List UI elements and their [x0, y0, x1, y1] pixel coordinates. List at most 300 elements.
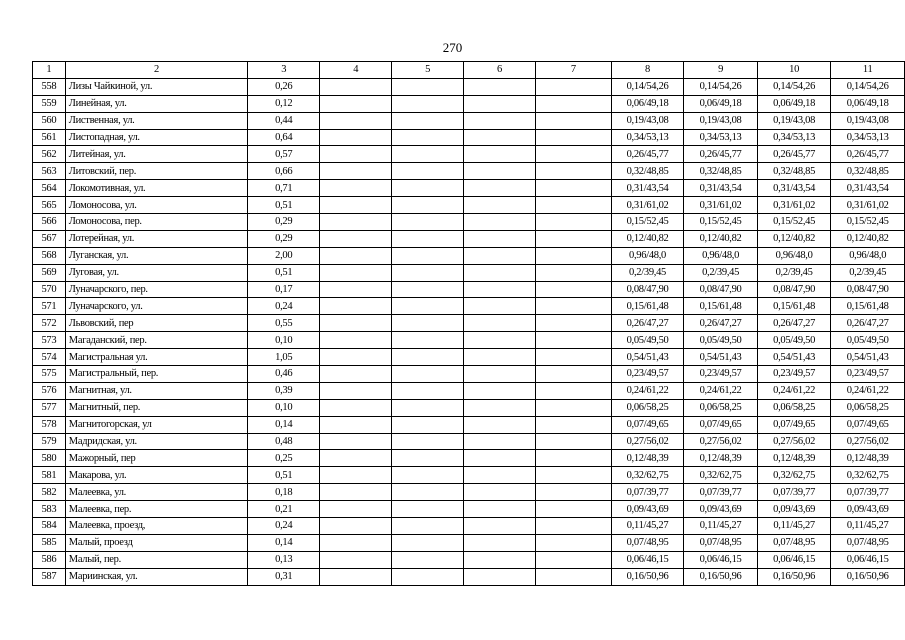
- col-7-value-cell: [535, 568, 611, 585]
- col-8-value-cell: 0,16/50,96: [611, 568, 684, 585]
- col-11-value-cell: 0,32/48,85: [831, 163, 905, 180]
- col-4-value-cell: [320, 332, 392, 349]
- col-7-value-cell: [535, 78, 611, 95]
- col-10-value-cell: 0,54/51,43: [757, 349, 831, 366]
- table-row: [33, 315, 905, 332]
- col-10-value-cell: 0,09/43,69: [757, 501, 831, 518]
- col-9-value-cell: 0,14/54,26: [684, 78, 758, 95]
- col-10-value-cell: 0,16/50,96: [757, 568, 831, 585]
- col-11-value-cell: 0,2/39,45: [831, 264, 905, 281]
- col-9-value-cell: 0,26/47,27: [684, 315, 758, 332]
- table-row: [33, 247, 905, 264]
- col-10-value-cell: 0,19/43,08: [757, 112, 831, 129]
- table-row: [33, 214, 905, 231]
- col-5-value-cell: [392, 78, 464, 95]
- street-name-cell: Малеевка, пер.: [65, 501, 247, 518]
- column-header-11: 11: [831, 62, 905, 79]
- col-11-value-cell: 0,08/47,90: [831, 281, 905, 298]
- col-6-value-cell: [464, 484, 536, 501]
- length-value-cell: 0,29: [248, 230, 320, 247]
- street-name-cell: Магистральный, пер.: [65, 366, 247, 383]
- col-10-value-cell: 0,05/49,50: [757, 332, 831, 349]
- col-5-value-cell: [392, 163, 464, 180]
- col-9-value-cell: 0,31/43,54: [684, 180, 758, 197]
- col-4-value-cell: [320, 298, 392, 315]
- col-4-value-cell: [320, 399, 392, 416]
- table-row: [33, 382, 905, 399]
- col-9-value-cell: 0,12/40,82: [684, 230, 758, 247]
- length-value-cell: 1,05: [248, 349, 320, 366]
- column-header-9: 9: [684, 62, 758, 79]
- col-7-value-cell: [535, 163, 611, 180]
- col-5-value-cell: [392, 129, 464, 146]
- col-4-value-cell: [320, 214, 392, 231]
- col-9-value-cell: 0,32/62,75: [684, 467, 758, 484]
- row-number-cell: 559: [33, 95, 66, 112]
- col-11-value-cell: 0,54/51,43: [831, 349, 905, 366]
- col-11-value-cell: 0,07/39,77: [831, 484, 905, 501]
- col-7-value-cell: [535, 551, 611, 568]
- col-6-value-cell: [464, 366, 536, 383]
- col-11-value-cell: 0,12/40,82: [831, 230, 905, 247]
- column-header-3: 3: [248, 62, 320, 79]
- col-7-value-cell: [535, 332, 611, 349]
- street-name-cell: Малый, пер.: [65, 551, 247, 568]
- length-value-cell: 0,66: [248, 163, 320, 180]
- col-6-value-cell: [464, 214, 536, 231]
- table-row: [33, 518, 905, 535]
- length-value-cell: 0,44: [248, 112, 320, 129]
- col-4-value-cell: [320, 349, 392, 366]
- col-11-value-cell: 0,16/50,96: [831, 568, 905, 585]
- length-value-cell: 0,64: [248, 129, 320, 146]
- col-4-value-cell: [320, 518, 392, 535]
- col-9-value-cell: 0,08/47,90: [684, 281, 758, 298]
- col-6-value-cell: [464, 349, 536, 366]
- col-4-value-cell: [320, 146, 392, 163]
- col-11-value-cell: 0,06/49,18: [831, 95, 905, 112]
- row-number-cell: 576: [33, 382, 66, 399]
- street-name-cell: Листопадная, ул.: [65, 129, 247, 146]
- table-row: [33, 349, 905, 366]
- street-name-cell: Мажорный, пер: [65, 450, 247, 467]
- col-6-value-cell: [464, 95, 536, 112]
- col-6-value-cell: [464, 467, 536, 484]
- col-9-value-cell: 0,09/43,69: [684, 501, 758, 518]
- col-4-value-cell: [320, 281, 392, 298]
- col-9-value-cell: 0,15/61,48: [684, 298, 758, 315]
- col-7-value-cell: [535, 433, 611, 450]
- col-10-value-cell: 0,23/49,57: [757, 366, 831, 383]
- col-6-value-cell: [464, 332, 536, 349]
- row-number-cell: 566: [33, 214, 66, 231]
- table-row: [33, 146, 905, 163]
- row-number-cell: 563: [33, 163, 66, 180]
- col-4-value-cell: [320, 484, 392, 501]
- col-6-value-cell: [464, 501, 536, 518]
- col-9-value-cell: 0,2/39,45: [684, 264, 758, 281]
- row-number-cell: 581: [33, 467, 66, 484]
- column-header-10: 10: [757, 62, 831, 79]
- col-5-value-cell: [392, 197, 464, 214]
- col-9-value-cell: 0,34/53,13: [684, 129, 758, 146]
- column-header-1: 1: [33, 62, 66, 79]
- table-row: [33, 129, 905, 146]
- length-value-cell: 0,12: [248, 95, 320, 112]
- col-11-value-cell: 0,23/49,57: [831, 366, 905, 383]
- row-number-cell: 570: [33, 281, 66, 298]
- col-9-value-cell: 0,12/48,39: [684, 450, 758, 467]
- col-7-value-cell: [535, 315, 611, 332]
- col-7-value-cell: [535, 214, 611, 231]
- street-name-cell: Лотерейная, ул.: [65, 230, 247, 247]
- column-header-8: 8: [611, 62, 684, 79]
- col-6-value-cell: [464, 534, 536, 551]
- col-7-value-cell: [535, 534, 611, 551]
- col-10-value-cell: 0,96/48,0: [757, 247, 831, 264]
- col-6-value-cell: [464, 230, 536, 247]
- col-4-value-cell: [320, 78, 392, 95]
- length-value-cell: 0,57: [248, 146, 320, 163]
- col-11-value-cell: 0,96/48,0: [831, 247, 905, 264]
- col-6-value-cell: [464, 450, 536, 467]
- col-5-value-cell: [392, 95, 464, 112]
- col-7-value-cell: [535, 349, 611, 366]
- row-number-cell: 565: [33, 197, 66, 214]
- col-5-value-cell: [392, 247, 464, 264]
- col-5-value-cell: [392, 349, 464, 366]
- table-row: [33, 450, 905, 467]
- col-11-value-cell: 0,27/56,02: [831, 433, 905, 450]
- length-value-cell: 0,51: [248, 264, 320, 281]
- length-value-cell: 0,21: [248, 501, 320, 518]
- col-9-value-cell: 0,96/48,0: [684, 247, 758, 264]
- col-4-value-cell: [320, 382, 392, 399]
- col-5-value-cell: [392, 551, 464, 568]
- street-name-cell: Магистральная ул.: [65, 349, 247, 366]
- col-8-value-cell: 0,23/49,57: [611, 366, 684, 383]
- street-name-cell: Мариинская, ул.: [65, 568, 247, 585]
- col-4-value-cell: [320, 315, 392, 332]
- street-name-cell: Магнитная, ул.: [65, 382, 247, 399]
- col-5-value-cell: [392, 281, 464, 298]
- col-4-value-cell: [320, 129, 392, 146]
- col-6-value-cell: [464, 247, 536, 264]
- street-name-cell: Линейная, ул.: [65, 95, 247, 112]
- row-number-cell: 580: [33, 450, 66, 467]
- length-value-cell: 0,55: [248, 315, 320, 332]
- length-value-cell: 0,71: [248, 180, 320, 197]
- street-name-cell: Мадридская, ул.: [65, 433, 247, 450]
- col-6-value-cell: [464, 112, 536, 129]
- table-row: [33, 112, 905, 129]
- col-6-value-cell: [464, 78, 536, 95]
- street-name-cell: Ломоносова, пер.: [65, 214, 247, 231]
- length-value-cell: 0,29: [248, 214, 320, 231]
- col-11-value-cell: 0,14/54,26: [831, 78, 905, 95]
- col-11-value-cell: 0,06/46,15: [831, 551, 905, 568]
- row-number-cell: 573: [33, 332, 66, 349]
- col-6-value-cell: [464, 264, 536, 281]
- col-4-value-cell: [320, 230, 392, 247]
- col-8-value-cell: 0,15/61,48: [611, 298, 684, 315]
- length-value-cell: 0,51: [248, 197, 320, 214]
- col-8-value-cell: 0,34/53,13: [611, 129, 684, 146]
- street-name-cell: Ломоносова, ул.: [65, 197, 247, 214]
- col-7-value-cell: [535, 450, 611, 467]
- col-4-value-cell: [320, 416, 392, 433]
- col-8-value-cell: 0,96/48,0: [611, 247, 684, 264]
- col-9-value-cell: 0,24/61,22: [684, 382, 758, 399]
- row-number-cell: 586: [33, 551, 66, 568]
- col-10-value-cell: 0,06/58,25: [757, 399, 831, 416]
- length-value-cell: 0,24: [248, 518, 320, 535]
- col-10-value-cell: 0,12/40,82: [757, 230, 831, 247]
- data-table: [32, 61, 905, 586]
- col-10-value-cell: 0,26/47,27: [757, 315, 831, 332]
- length-value-cell: 2,00: [248, 247, 320, 264]
- col-5-value-cell: [392, 214, 464, 231]
- column-header-7: 7: [535, 62, 611, 79]
- col-8-value-cell: 0,26/45,77: [611, 146, 684, 163]
- table-row: [33, 484, 905, 501]
- col-11-value-cell: 0,32/62,75: [831, 467, 905, 484]
- col-8-value-cell: 0,31/61,02: [611, 197, 684, 214]
- col-5-value-cell: [392, 146, 464, 163]
- length-value-cell: 0,24: [248, 298, 320, 315]
- table-row: [33, 467, 905, 484]
- col-10-value-cell: 0,14/54,26: [757, 78, 831, 95]
- col-9-value-cell: 0,06/46,15: [684, 551, 758, 568]
- street-name-cell: Макарова, ул.: [65, 467, 247, 484]
- table-row: [33, 551, 905, 568]
- col-9-value-cell: 0,06/58,25: [684, 399, 758, 416]
- col-6-value-cell: [464, 518, 536, 535]
- col-10-value-cell: 0,24/61,22: [757, 382, 831, 399]
- col-10-value-cell: 0,15/61,48: [757, 298, 831, 315]
- col-11-value-cell: 0,26/47,27: [831, 315, 905, 332]
- length-value-cell: 0,17: [248, 281, 320, 298]
- col-6-value-cell: [464, 146, 536, 163]
- table-row: [33, 399, 905, 416]
- col-7-value-cell: [535, 399, 611, 416]
- col-4-value-cell: [320, 433, 392, 450]
- col-10-value-cell: 0,12/48,39: [757, 450, 831, 467]
- col-10-value-cell: 0,32/62,75: [757, 467, 831, 484]
- row-number-cell: 585: [33, 534, 66, 551]
- row-number-cell: 572: [33, 315, 66, 332]
- col-9-value-cell: 0,11/45,27: [684, 518, 758, 535]
- street-name-cell: Локомотивная, ул.: [65, 180, 247, 197]
- col-5-value-cell: [392, 366, 464, 383]
- col-7-value-cell: [535, 180, 611, 197]
- street-name-cell: Луначарского, пер.: [65, 281, 247, 298]
- col-11-value-cell: 0,07/49,65: [831, 416, 905, 433]
- col-9-value-cell: 0,07/39,77: [684, 484, 758, 501]
- street-name-cell: Луначарского, ул.: [65, 298, 247, 315]
- col-5-value-cell: [392, 298, 464, 315]
- row-number-cell: 574: [33, 349, 66, 366]
- col-6-value-cell: [464, 315, 536, 332]
- table-row: [33, 180, 905, 197]
- col-10-value-cell: 0,34/53,13: [757, 129, 831, 146]
- col-10-value-cell: 0,15/52,45: [757, 214, 831, 231]
- street-name-cell: Луговая, ул.: [65, 264, 247, 281]
- col-9-value-cell: 0,15/52,45: [684, 214, 758, 231]
- table-row: [33, 163, 905, 180]
- col-10-value-cell: 0,31/61,02: [757, 197, 831, 214]
- col-5-value-cell: [392, 501, 464, 518]
- col-5-value-cell: [392, 518, 464, 535]
- col-7-value-cell: [535, 467, 611, 484]
- row-number-cell: 568: [33, 247, 66, 264]
- col-8-value-cell: 0,2/39,45: [611, 264, 684, 281]
- col-7-value-cell: [535, 264, 611, 281]
- table-row: [33, 366, 905, 383]
- col-10-value-cell: 0,11/45,27: [757, 518, 831, 535]
- street-name-cell: Литовский, пер.: [65, 163, 247, 180]
- col-9-value-cell: 0,27/56,02: [684, 433, 758, 450]
- row-number-cell: 562: [33, 146, 66, 163]
- col-5-value-cell: [392, 534, 464, 551]
- col-8-value-cell: 0,05/49,50: [611, 332, 684, 349]
- length-value-cell: 0,26: [248, 78, 320, 95]
- col-5-value-cell: [392, 568, 464, 585]
- col-4-value-cell: [320, 467, 392, 484]
- col-5-value-cell: [392, 467, 464, 484]
- col-5-value-cell: [392, 180, 464, 197]
- col-6-value-cell: [464, 298, 536, 315]
- col-9-value-cell: 0,06/49,18: [684, 95, 758, 112]
- col-9-value-cell: 0,54/51,43: [684, 349, 758, 366]
- table-row: [33, 332, 905, 349]
- length-value-cell: 0,10: [248, 332, 320, 349]
- page-number: 270: [442, 40, 463, 55]
- length-value-cell: 0,14: [248, 534, 320, 551]
- col-5-value-cell: [392, 264, 464, 281]
- col-5-value-cell: [392, 382, 464, 399]
- col-8-value-cell: 0,11/45,27: [611, 518, 684, 535]
- row-number-cell: 564: [33, 180, 66, 197]
- col-5-value-cell: [392, 450, 464, 467]
- col-11-value-cell: 0,31/43,54: [831, 180, 905, 197]
- col-4-value-cell: [320, 163, 392, 180]
- row-number-cell: 571: [33, 298, 66, 315]
- col-8-value-cell: 0,19/43,08: [611, 112, 684, 129]
- col-11-value-cell: 0,15/61,48: [831, 298, 905, 315]
- col-6-value-cell: [464, 129, 536, 146]
- column-header-6: 6: [464, 62, 536, 79]
- row-number-cell: 577: [33, 399, 66, 416]
- length-value-cell: 0,18: [248, 484, 320, 501]
- col-8-value-cell: 0,06/46,15: [611, 551, 684, 568]
- col-4-value-cell: [320, 450, 392, 467]
- row-number-cell: 567: [33, 230, 66, 247]
- col-4-value-cell: [320, 95, 392, 112]
- street-name-cell: Магаданский, пер.: [65, 332, 247, 349]
- col-8-value-cell: 0,14/54,26: [611, 78, 684, 95]
- col-6-value-cell: [464, 433, 536, 450]
- col-10-value-cell: 0,26/45,77: [757, 146, 831, 163]
- col-11-value-cell: 0,05/49,50: [831, 332, 905, 349]
- row-number-cell: 584: [33, 518, 66, 535]
- col-7-value-cell: [535, 129, 611, 146]
- street-name-cell: Львовский, пер: [65, 315, 247, 332]
- col-11-value-cell: 0,26/45,77: [831, 146, 905, 163]
- col-8-value-cell: 0,24/61,22: [611, 382, 684, 399]
- col-4-value-cell: [320, 534, 392, 551]
- col-6-value-cell: [464, 281, 536, 298]
- col-8-value-cell: 0,32/62,75: [611, 467, 684, 484]
- row-number-cell: 578: [33, 416, 66, 433]
- col-8-value-cell: 0,08/47,90: [611, 281, 684, 298]
- col-6-value-cell: [464, 163, 536, 180]
- length-value-cell: 0,25: [248, 450, 320, 467]
- table-row: [33, 264, 905, 281]
- col-6-value-cell: [464, 197, 536, 214]
- col-4-value-cell: [320, 112, 392, 129]
- column-header-2: 2: [65, 62, 247, 79]
- row-number-cell: 558: [33, 78, 66, 95]
- col-4-value-cell: [320, 366, 392, 383]
- col-4-value-cell: [320, 501, 392, 518]
- column-header-4: 4: [320, 62, 392, 79]
- street-name-cell: Лиственная, ул.: [65, 112, 247, 129]
- length-value-cell: 0,48: [248, 433, 320, 450]
- col-4-value-cell: [320, 551, 392, 568]
- street-name-cell: Магнитогорская, ул: [65, 416, 247, 433]
- col-7-value-cell: [535, 366, 611, 383]
- table-body: [33, 78, 905, 585]
- col-8-value-cell: 0,07/39,77: [611, 484, 684, 501]
- street-name-cell: Малеевка, ул.: [65, 484, 247, 501]
- col-5-value-cell: [392, 399, 464, 416]
- col-10-value-cell: 0,07/49,65: [757, 416, 831, 433]
- col-8-value-cell: 0,06/58,25: [611, 399, 684, 416]
- col-10-value-cell: 0,07/39,77: [757, 484, 831, 501]
- col-9-value-cell: 0,19/43,08: [684, 112, 758, 129]
- col-11-value-cell: 0,09/43,69: [831, 501, 905, 518]
- col-9-value-cell: 0,32/48,85: [684, 163, 758, 180]
- length-value-cell: 0,14: [248, 416, 320, 433]
- col-5-value-cell: [392, 484, 464, 501]
- col-9-value-cell: 0,07/49,65: [684, 416, 758, 433]
- col-11-value-cell: 0,06/58,25: [831, 399, 905, 416]
- table-row: [33, 230, 905, 247]
- length-value-cell: 0,31: [248, 568, 320, 585]
- col-11-value-cell: 0,12/48,39: [831, 450, 905, 467]
- col-8-value-cell: 0,07/48,95: [611, 534, 684, 551]
- col-6-value-cell: [464, 416, 536, 433]
- col-9-value-cell: 0,23/49,57: [684, 366, 758, 383]
- col-7-value-cell: [535, 484, 611, 501]
- table-row: [33, 433, 905, 450]
- col-6-value-cell: [464, 180, 536, 197]
- length-value-cell: 0,10: [248, 399, 320, 416]
- col-11-value-cell: 0,07/48,95: [831, 534, 905, 551]
- col-10-value-cell: 0,06/46,15: [757, 551, 831, 568]
- col-7-value-cell: [535, 298, 611, 315]
- col-4-value-cell: [320, 180, 392, 197]
- col-11-value-cell: 0,24/61,22: [831, 382, 905, 399]
- col-11-value-cell: 0,31/61,02: [831, 197, 905, 214]
- col-11-value-cell: 0,11/45,27: [831, 518, 905, 535]
- col-8-value-cell: 0,27/56,02: [611, 433, 684, 450]
- length-value-cell: 0,13: [248, 551, 320, 568]
- col-5-value-cell: [392, 332, 464, 349]
- row-number-cell: 569: [33, 264, 66, 281]
- street-name-cell: Литейная, ул.: [65, 146, 247, 163]
